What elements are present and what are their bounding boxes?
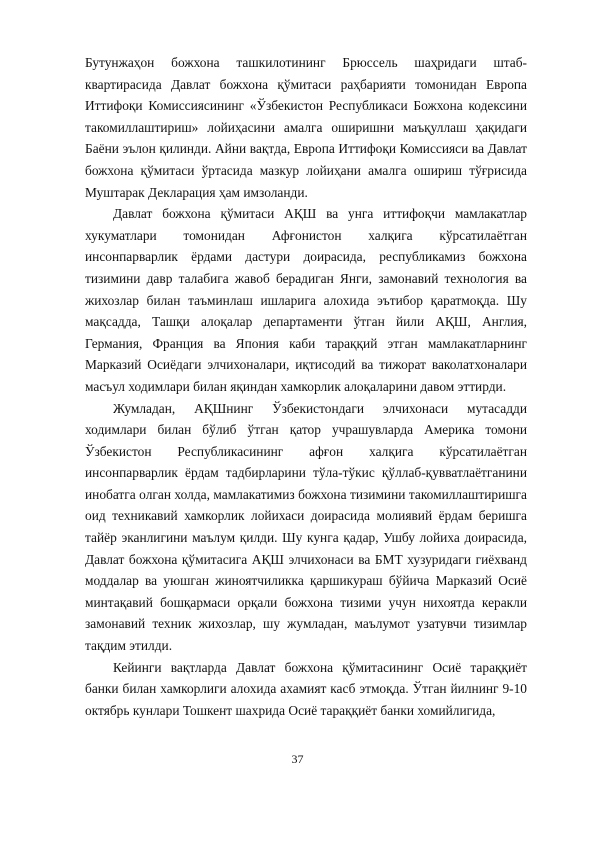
paragraph-1: Бутунжаҳон божхона ташкилотининг Брюссель шаҳридаги штаб-квартирасида Давлат божхона қўмитаси раҳбарияти томонидан Европа Иттифоқи Комиссиясининг «Ўзбекистон Республикаси Божхона кодексини такомиллаштириш» лойиҳасини амалга оширишни маъқуллаш ҳақидаги Баёни эълон қилинди. Айни вақтда, Европа Иттифоқи Комиссияси ва Давлат божхона қўмитаси ўртасида мазкур лойиҳани амалга ошириш тўғрисида Муштарак Декларация ҳам имзоланди.	[85, 55, 527, 200]
page-number: 37	[291, 752, 304, 766]
paragraph-2: Давлат божхона қўмитаси АҚШ ва унга иттифоқчи мамлакатлар хукуматлари томонидан Афғонистон халқига кўрсатилаётган инсонпарварлик ёрдами дастури доирасида, республикамиз божхона тизимини давр талабига жавоб берадиган Янги, замонавий технология ва жихозлар билан таъминлаш ишларига алохида эътибор қаратмоқда. Шу мақсадда, Ташқи алоқалар департаменти ўтган йили АҚШ, Англия, Германия, Франция ва Япония каби тараққий этган мамлакатларнинг Марказий Осиёдаги элчихоналари, иқтисодий ва тижорат ваколатхоналари масъул ходимлари билан яқиндан хамкорлик алоқаларини давом эттирди.	[85, 206, 527, 394]
paragraph-4: Кейинги вақтларда Давлат божхона қўмитасининг Осиё тараққиёт банки билан хамкорлиги алохида ахамият касб этмоқда. Ўтган йилнинг 9-10 октябрь кунлари Тошкент шахрида Осиё тараққиёт банки хомийлигида,	[85, 659, 527, 718]
document-page	[85, 52, 527, 721]
paragraph-3: Жумладан, АҚШнинг Ўзбекистондаги элчихонаси мутасадди ходимлари билан бўлиб ўтган қатор учрашувларда Америка томони Ўзбекистон Республикасининг афғон халқига кўрсатилаётган инсонпарварлик ёрдам тадбирларини тўла-тўкис қўллаб-қувватлаётганини инобатга олган холда, мамлакатимиз божхона тизимини такомиллаштиришга оид техникавий хамкорлик лойихаси доирасида молиявий ёрдам беришга тайёр эканлигини маълум қилди. Шу кунга қадар, Ушбу лойиха доирасида, Давлат божхона қўмитасига АҚШ элчихонаси ва БМТ хузуридаги гиёхванд моддалар ва уюшган жиноятчиликка қаршикураш бўйича Марказий Осиё минтақавий бошқармаси орқали божхона тизими учун нихоятда керакли замонавий техник жихозлар, шу жумладан, маълумот узатувчи тизимлар тақдим этилди.	[85, 400, 527, 654]
